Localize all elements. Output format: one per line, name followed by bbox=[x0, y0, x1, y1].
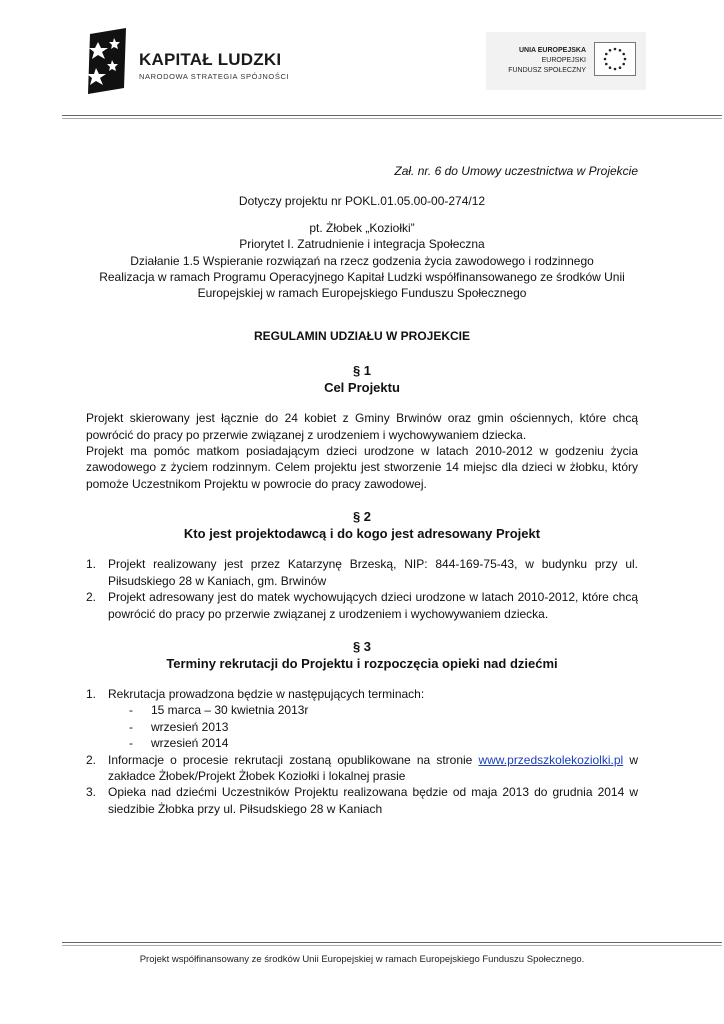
header-divider bbox=[62, 115, 722, 116]
list-item: 3. Opieka nad dziećmi Uczestników Projektu realizowana będzie od maja 2013 do grudnia 2014 w siedzibie Żłobka przy ul. Piłsudskiego 28 w Kaniach bbox=[86, 785, 638, 816]
section-3-list-continued bbox=[86, 752, 638, 818]
recruitment-term: - 15 marca – 30 kwietnia 2013r bbox=[129, 703, 309, 718]
kapital-ludzki-title: KAPITAŁ LUDZKI bbox=[139, 50, 282, 69]
regulation-title: REGULAMIN UDZIAŁU W PROJEKCIE bbox=[254, 328, 470, 343]
eu-flag-icon bbox=[594, 42, 636, 76]
section-1-paragraph-2: Projekt ma pomóc matkom posiadającym dzieci urodzone w latach 2010-2012 w godzeniu życia zawodowego z życiem rodzinnym. Celem projektu jest stworzenie 14 miejsc dla dzieci w żłobku, który pomoże Uczestnikom Projektu w powrocie do pracy zawodowej. bbox=[86, 444, 638, 491]
section-3-title: Terminy rekrutacji do Projektu i rozpoczęcia opieki nad dziećmi bbox=[166, 655, 558, 671]
eu-logo bbox=[486, 32, 646, 90]
footer-note: Projekt współfinansowany ze środków Unii Europejskiej w ramach Europejskiego Funduszu Społecznego. bbox=[139, 954, 585, 965]
project-priority: Priorytet I. Zatrudnienie i integracja Społeczna bbox=[239, 237, 485, 252]
eu-logo-text bbox=[508, 46, 586, 76]
section-2-list bbox=[86, 556, 638, 622]
footer-divider bbox=[62, 942, 722, 943]
document-body bbox=[86, 163, 638, 817]
list-item: 2. Projekt adresowany jest do matek wychowujących dzieci urodzone w latach 2010-2012, które chcą powrócić do pracy po przerwie związanej z urodzeniem i wychowywaniem dziecka. bbox=[86, 590, 638, 621]
project-program-line-2: Europejskiej w ramach Europejskiego Funduszu Społecznego bbox=[197, 286, 527, 301]
section-2-title: Kto jest projektodawcą i do kogo jest adresowany Projekt bbox=[183, 526, 541, 542]
recruitment-term: - wrzesień 2014 bbox=[129, 736, 229, 751]
project-measure: Działanie 1.5 Wspieranie rozwiązań na rzecz godzenia życia zawodowego i rodzinnego bbox=[130, 253, 594, 268]
recruitment-term: - wrzesień 2013 bbox=[129, 719, 229, 734]
eu-line-2: EUROPEJSKI bbox=[541, 57, 586, 64]
section-2-number: § 2 bbox=[352, 509, 372, 525]
project-program-line-1: Realizacja w ramach Programu Operacyjnego Kapitał Ludzki współfinansowanego ze środków Unii bbox=[99, 270, 625, 285]
section-1-paragraph-1: Projekt skierowany jest łącznie do 24 kobiet z Gminy Brwinów oraz gmin ościennych, które chcą powrócić do pracy po przerwie związanej z urodzeniem i wychowywaniem dziecka. bbox=[86, 411, 638, 442]
annex-note: Zał. nr. 6 do Umowy uczestnictwa w Projekcie bbox=[394, 164, 638, 178]
footer-divider-thin bbox=[62, 945, 722, 946]
project-name: pt. Żłobek „Koziołki” bbox=[309, 220, 415, 235]
section-3-list bbox=[86, 686, 638, 702]
eu-line-1: UNIA EUROPEJSKA bbox=[518, 47, 586, 54]
section-3-number: § 3 bbox=[352, 638, 372, 654]
header-divider-thin bbox=[62, 118, 722, 119]
page-header bbox=[0, 0, 724, 120]
kapital-ludzki-subtitle: NARODOWA STRATEGIA SPÓJNOŚCI bbox=[139, 72, 290, 81]
list-item: 2. Informacje o procesie rekrutacji zostaną opublikowane na stronie www.przedszkolekoziolki.pl w zakładce Żłobek/Projekt Żłobek Koziołki i lokalnej prasie bbox=[86, 752, 638, 783]
kapital-ludzki-emblem-icon bbox=[84, 28, 132, 94]
project-reference: Dotyczy projektu nr POKL.01.05.00-00-274/12 bbox=[238, 194, 486, 209]
section-1-number: § 1 bbox=[352, 363, 372, 379]
section-1-title: Cel Projektu bbox=[324, 380, 400, 396]
list-item: 1. Rekrutacja prowadzona będzie w następujących terminach: bbox=[86, 686, 425, 701]
eu-line-3: FUNDUSZ SPOŁECZNY bbox=[508, 67, 586, 74]
kapital-ludzki-logo bbox=[84, 28, 304, 98]
website-link[interactable]: www.przedszkolekoziolki.pl bbox=[478, 752, 624, 767]
list-item: 1. Projekt realizowany jest przez Katarzynę Brzeską, NIP: 844-169-75-43, w budynku przy ul. Piłsudskiego 28 w Kaniach, gm. Brwinów bbox=[86, 557, 638, 588]
